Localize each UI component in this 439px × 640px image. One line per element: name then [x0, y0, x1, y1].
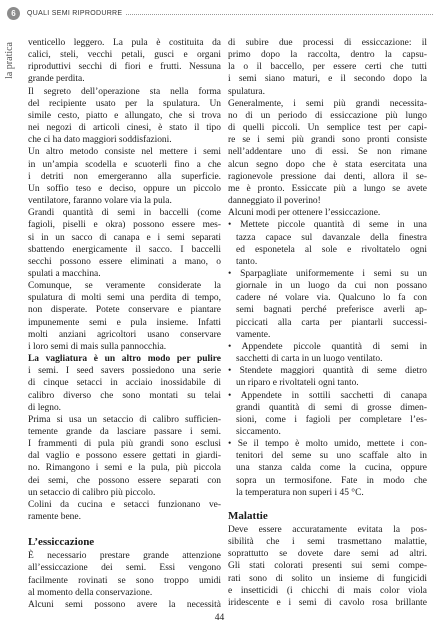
text-line: Generalmente, i semi più grandi necessita-: [228, 98, 427, 109]
text-line: temente grande da lasciare passare i semi.: [28, 427, 221, 437]
text-line: si in un sacco di canapa e i semi separati: [28, 232, 221, 243]
text-line: semi bagnati perché preferisce averli ap-: [236, 305, 427, 316]
text-line: di cinque setacci in acciaio inossidabile di: [28, 378, 221, 389]
page-number: 44: [214, 613, 225, 623]
text-line: Un soffio teso e deciso, oppure un piccolo: [28, 183, 221, 194]
text-line: iridescente e i semi di cavolo rosa brillante: [228, 597, 427, 608]
text-line: vamente.: [236, 329, 271, 340]
text-line: no di un periodo di essiccazione più lungo: [228, 110, 427, 121]
text-line: spulatura.: [228, 86, 265, 97]
text-line: al momento della conservazione.: [28, 587, 153, 598]
text-line: la temperatura non superi i 45 °C.: [236, 487, 364, 498]
text-line: La vagliatura è un altro modo per pulire: [28, 354, 221, 365]
text-line: facilmente rovinati se sono troppo umidi: [28, 575, 221, 586]
text-line: sopra un termosifone. Fate in modo che: [236, 475, 427, 486]
text-line: molti anziani agricoltori usano conservare: [28, 329, 221, 340]
text-line: sacchetti di carta in un luogo ventilato.: [236, 354, 383, 365]
text-line: i semi siano maturi, e il secondo dopo la: [228, 74, 427, 85]
text-line: simile cesto, piatto e allungato, che si trova: [28, 110, 221, 121]
text-line: Il segreto dell’operazione sta nella forma: [28, 86, 221, 97]
text-line: no. Rimangono i semi e la pula, più piccola: [28, 463, 221, 474]
text-line: grandi quantità di semi di grosse dimen-: [236, 402, 427, 413]
text-line: nei negozi di articoli cinesi, è stato il tipo: [28, 123, 221, 134]
text-line: ventilatore, faranno volare via la pula.: [28, 196, 172, 207]
text-line: • Mettete piccole quantità di seme in una: [228, 220, 427, 231]
text-line: sioni, come i fagioli per completare l’es-: [236, 414, 427, 425]
text-line: secchi possono essere eliminati a mano, o: [28, 256, 221, 267]
text-line: di subire due processi di essiccazione: il: [228, 38, 427, 48]
text-line: calici, steli, vecchi petali, gusci e organi: [28, 50, 221, 61]
text-line: • Appendete in sottili sacchetti di canapa: [228, 390, 427, 401]
text-line: Deve essere accuratamente evitata la pos-: [228, 524, 427, 535]
text-line: soprattutto se dovete dare semi ad altri.: [228, 549, 427, 560]
text-line: un setaccio di calibro più piccolo.: [28, 487, 156, 498]
text-line: danneggiato il poverino!: [228, 196, 321, 207]
running-header: [6, 6, 433, 24]
text-line: Grandi quantità di semi in baccelli (come: [28, 208, 221, 219]
text-line: ramente bene.: [28, 512, 81, 523]
text-line: spulatura di molti semi una perdita di tempo,: [28, 293, 221, 304]
section-side-label: la pratica: [4, 42, 15, 79]
text-line: dal vaglio e possono essere gettati in giardi-: [28, 451, 221, 462]
text-line: ed esponetela al sole e rivoltatelo ogni: [236, 244, 427, 255]
text-line: I frammenti di pula più grandi sono esclusi: [28, 439, 221, 450]
section-heading: L’essiccazione: [28, 536, 95, 549]
text-line: Comunque, se veramente considerate la: [28, 281, 221, 292]
text-line: del recipiente usato per la spulatura. Un: [28, 98, 221, 109]
text-line: i loro semi di mais sulla pannocchia.: [28, 341, 167, 352]
text-line: Un altro metodo consiste nel mettere i semi: [28, 147, 221, 158]
text-line: nell’addentare uno di essi. Se non rimane: [228, 147, 427, 158]
text-line: Prima si usa un setaccio di calibro sufficien-: [28, 414, 221, 425]
text-line: • Se il tempo è molto umido, mettete i con-: [228, 439, 427, 450]
right-column: [228, 37, 427, 609]
text-line: Gli stati colorati presenti sui semi compe-: [228, 561, 427, 572]
text-line: di quelli piccoli. Un semplice test per capi-: [228, 123, 427, 134]
text-line: tenitori del seme su uno scaffale alto in: [236, 451, 427, 462]
text-line: i semi. I seed savers possiedono una serie: [28, 366, 221, 377]
text-line: siccamento.: [236, 427, 281, 437]
text-line: ragionevole pressione dai denti, allora il se-: [228, 171, 427, 182]
text-line: primo dopo la raccolta, dentro la capsu-: [228, 50, 427, 61]
text-line: i detriti non emergeranno alla superficie.: [28, 171, 221, 182]
section-heading: Malattie: [228, 509, 268, 522]
text-line: cadere né volare via. Qualcuno lo fa con: [236, 293, 427, 304]
text-line: di legno.: [28, 402, 62, 413]
header-dotted-rule: [126, 14, 433, 15]
left-column: [28, 37, 221, 611]
text-line: non disperate. Potete conservare e piantare: [28, 305, 221, 316]
text-line: all’essiccazione dei semi. Essi vengono: [28, 563, 221, 574]
text-line: piccicati alla carta per piantarli successi-: [236, 317, 427, 328]
running-title: QUALI SEMI RIPRODURRE: [27, 10, 123, 17]
text-line: È necessario prestare grande attenzione: [28, 551, 221, 562]
text-line: sibilità che i semi trasmettano malattie,: [228, 537, 427, 548]
text-line: in un’ampia scodella e scuoterli fino a che: [28, 159, 221, 170]
text-line: spulati a macchina.: [28, 268, 101, 279]
text-line: Alcuni modi per ottenere l’essiccazione.: [228, 208, 381, 219]
text-line: grande perdita.: [28, 74, 85, 85]
text-line: • Appendete piccole quantità di semi in: [228, 341, 427, 352]
text-line: tazza capace sul davanzale della finestra: [236, 232, 427, 243]
text-line: me è pronto. Essiccate più a lungo se avete: [228, 183, 427, 194]
text-line: tanto.: [236, 256, 258, 267]
text-line: re se i semi più grandi sono pronti consiste: [228, 135, 427, 146]
chapter-number-badge: 6: [7, 7, 20, 20]
text-line: riproduttivi secchi di fiori e frutti. Nessuna: [28, 62, 221, 73]
text-line: venticello leggero. La pula è costituita da: [28, 38, 221, 48]
text-line: giornale in un luogo da cui non possano: [236, 281, 427, 292]
text-line: • Stendete maggiori quantità di seme dietro: [228, 366, 427, 377]
text-line: e insetticidi (i chicchi di mais color viola: [228, 585, 427, 596]
text-line: calibro diverso che sono montati su telai: [28, 390, 221, 401]
text-line: che ci ha dato maggiori soddisfazioni.: [28, 135, 172, 146]
text-line: una stanza calda come la cucina, oppure: [236, 463, 427, 474]
text-line: dei semi, che possono essere separati con: [28, 475, 221, 486]
text-line: Colini da cucina e setacci funzionano ve-: [28, 499, 221, 510]
text-line: rati sono di solito un insieme di fungicidi: [228, 573, 427, 584]
text-line: fagioli, piselli e okra) possono essere mes-: [28, 220, 221, 231]
text-line: Alcuni semi possono avere la necessità: [28, 599, 221, 610]
text-line: alcun segno dopo che è stata esercitata una: [228, 159, 427, 170]
text-line: impunemente semi e pula insieme. Infatti: [28, 317, 221, 328]
text-line: sbattendo energicamente il sacco. I baccelli: [28, 244, 221, 255]
text-line: • Sparpagliate uniformemente i semi su un: [228, 268, 427, 279]
text-line: la o il baccello, per essere certi che tutti: [228, 62, 427, 73]
text-line: un riparo e rivoltateli ogni tanto.: [236, 378, 359, 389]
